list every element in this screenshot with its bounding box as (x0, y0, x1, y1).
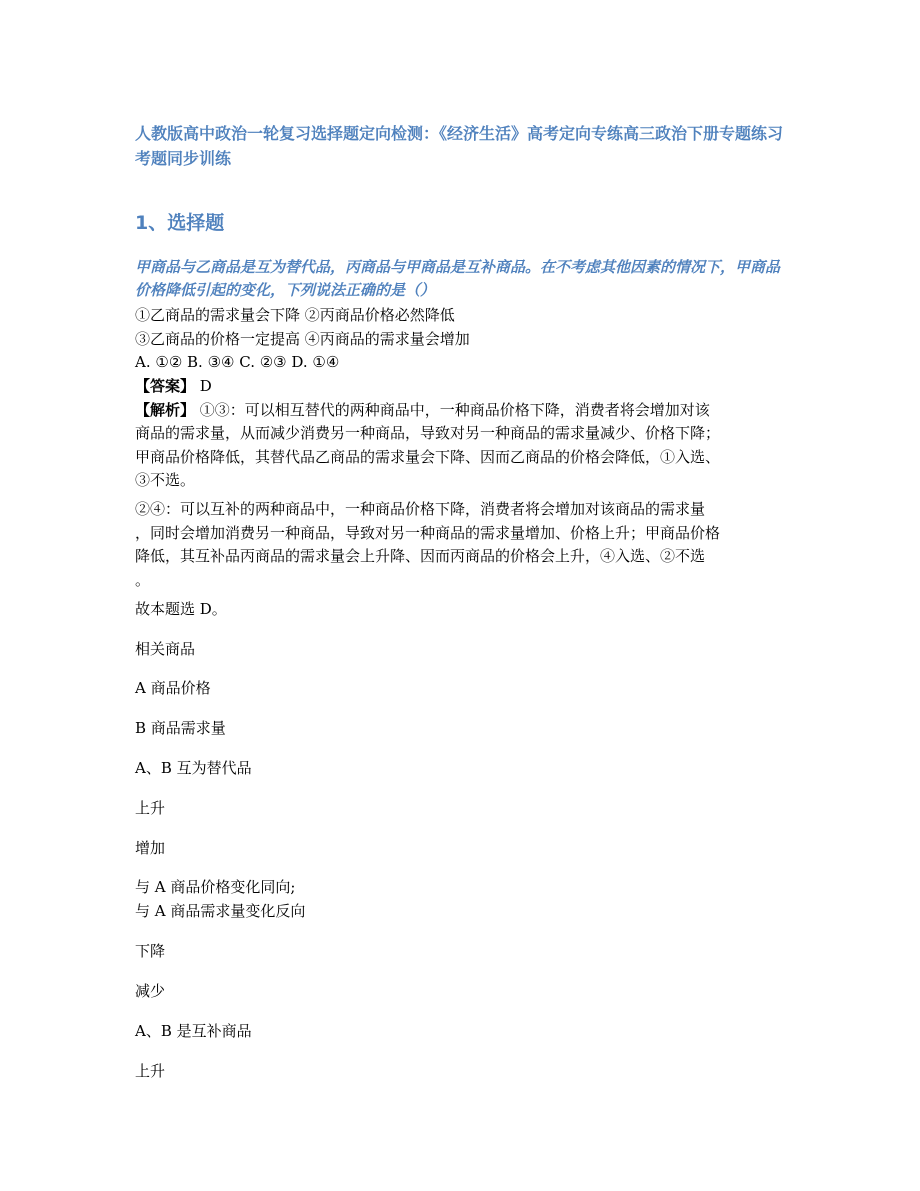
analysis-line-8: 。 (135, 570, 151, 589)
answer-label: 【答案】 (135, 377, 196, 395)
conclusion-line: 故本题选 D。 (135, 600, 227, 618)
analysis-block-2 (135, 498, 790, 592)
answer-line (135, 375, 790, 399)
analysis-line-3: 甲商品价格降低，其替代品乙商品的需求量会下降、因而乙商品的价格会降低，①入选、 (135, 447, 721, 466)
analysis-line-4: ③不选。 (135, 471, 196, 489)
document-title: 人教版高中政治一轮复习选择题定向检测：《经济生活》高考定向专练高三政治下册专题练习考题同步训练 (135, 124, 784, 168)
analysis-line-5: ②④：可以互补的两种商品中，一种商品价格下降，消费者将会增加对该商品的需求量 (135, 500, 706, 518)
section-heading: 1、选择题 (135, 212, 225, 234)
table-item: A、B 互为替代品 (135, 759, 252, 777)
table-item: 减少 (135, 982, 166, 1000)
analysis-line-1 (135, 399, 790, 423)
table-item: B 商品需求量 (135, 719, 226, 737)
answer-block (135, 375, 790, 493)
question-options (135, 304, 790, 375)
analysis-line-6: ，同时会增加消费另一种商品，导致对另一种商品的需求量增加、价格上升；甲商品价格 (135, 523, 721, 542)
table-item: 与 A 商品价格变化同向; (135, 878, 296, 896)
question-stem: 甲商品与乙商品是互为替代品，丙商品与甲商品是互补商品。在不考虑其他因素的情况下，甲商品价格降低引起的变化，下列说法正确的是（） (135, 258, 781, 299)
answer-choices: A. ①② B. ③④ C. ②③ D. ①④ (135, 353, 340, 371)
option-line-2: ③乙商品的价格一定提高 ④丙商品的需求量会增加 (135, 329, 470, 348)
table-item: 下降 (135, 942, 166, 960)
table-item: 上升 (135, 799, 166, 817)
answer-value: D (195, 377, 212, 395)
conclusion (135, 598, 790, 622)
analysis-line-7: 降低，其互补品丙商品的需求量会上升降、因而丙商品的价格会上升，④入选、②不选 (135, 547, 706, 565)
analysis-text-1: ①③：可以相互替代的两种商品中，一种商品价格下降，消费者将会增加对该 (195, 400, 710, 419)
table-item: A 商品价格 (135, 679, 211, 697)
analysis-label: 【解析】 (135, 400, 196, 419)
table-item: 上升 (135, 1062, 166, 1080)
option-line-1: ①乙商品的需求量会下降 ②丙商品价格必然降低 (135, 306, 455, 324)
table-item: 与 A 商品需求量变化反向 (135, 902, 306, 920)
table-item: A、B 是互补商品 (135, 1022, 252, 1040)
analysis-line-2: 商品的需求量，从而减少消费另一种商品，导致对另一种商品的需求量减少、价格下降； (135, 424, 721, 442)
table-item: 增加 (135, 839, 166, 857)
table-item: 相关商品 (135, 640, 196, 658)
